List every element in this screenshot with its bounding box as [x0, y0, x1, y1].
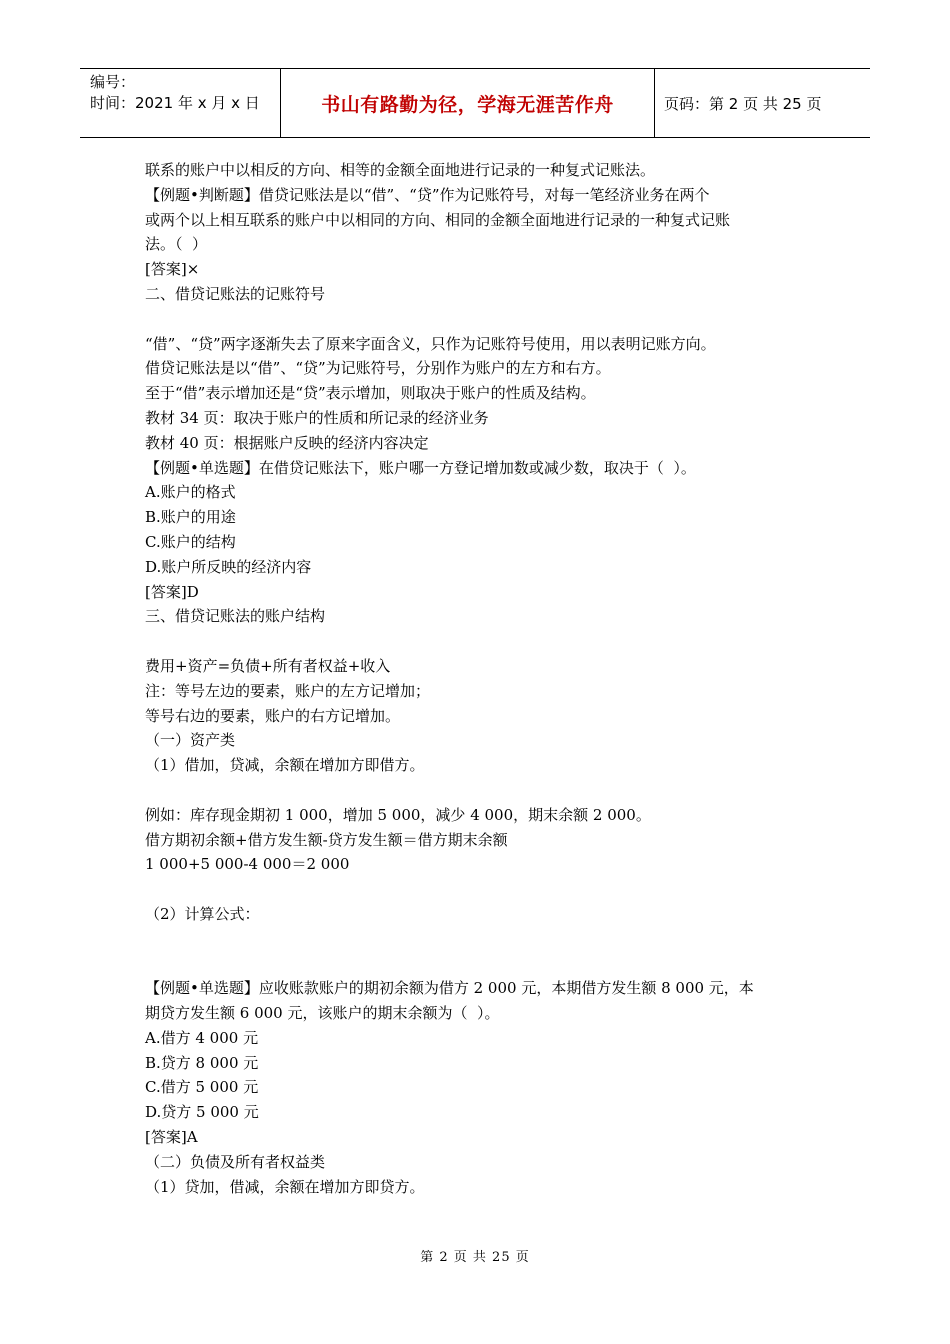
text-line: 等号右边的要素，账户的右方记增加。	[145, 706, 401, 725]
text-line: C.借方 5 000 元	[145, 1078, 259, 1097]
text-line	[145, 927, 815, 952]
text-line: D.账户所反映的经济内容	[145, 557, 312, 576]
document-number-label: 编号：	[90, 73, 136, 91]
text-line: （1）借加，贷减，余额在增加方即借方。	[145, 756, 425, 775]
text-line: 三、借贷记账法的账户结构	[145, 607, 326, 626]
text-line: 例如：库存现金期初 1 000，增加 5 000，减少 4 000，期末余额 2 000。	[145, 805, 651, 824]
text-line: 【例题•单选题】应收账款账户的期初余额为借方 2 000 元，本期借方发生额 8 000 元，本	[145, 979, 754, 998]
text-line: 费用+资产=负债+所有者权益+收入	[145, 656, 391, 675]
document-time-label: 时间：2021 年 x 月 x 日	[90, 94, 260, 112]
text-line: 联系的账户中以相反的方向、相等的金额全面地进行记录的一种复式记账法。	[145, 161, 656, 179]
document-body	[145, 158, 815, 1199]
text-line: （2）计算公式：	[145, 904, 260, 923]
header-meta	[80, 69, 281, 137]
page-header	[80, 68, 870, 138]
text-line	[145, 877, 815, 902]
text-line: 注：等号左边的要素，账户的左方记增加；	[145, 681, 431, 700]
page-footer: 第 2 页 共 25 页	[420, 1250, 530, 1265]
text-line: 教材 34 页：取决于账户的性质和所记录的经济业务	[145, 408, 489, 427]
text-line: [答案]D	[145, 582, 199, 601]
text-line: B.账户的用途	[145, 508, 236, 527]
text-line: 借贷记账法是以“借”、“贷”为记账符号，分别作为账户的左方和右方。	[145, 359, 611, 378]
text-line: B.贷方 8 000 元	[145, 1053, 259, 1072]
text-line: 或两个以上相互联系的账户中以相同的方向、相同的金额全面地进行记录的一种复式记账	[145, 210, 731, 229]
text-line: （1）贷加，借减，余额在增加方即贷方。	[145, 1177, 425, 1196]
text-line: 至于“借”表示增加还是“贷”表示增加，则取决于账户的性质及结构。	[145, 384, 596, 403]
text-line	[145, 952, 815, 977]
text-line: A.借方 4 000 元	[145, 1028, 259, 1047]
text-line: 法。（ ）	[145, 235, 208, 254]
text-line: 教材 40 页：根据账户反映的经济内容决定	[145, 433, 429, 452]
header-page-info: 页码：第 2 页 共 25 页	[664, 94, 822, 113]
text-line: （一）资产类	[145, 731, 236, 750]
text-line: A.账户的格式	[145, 483, 236, 502]
text-line: 期贷方发生额 6 000 元，该账户的期末余额为（ ）。	[145, 1004, 500, 1023]
text-line: [答案]×	[145, 260, 200, 279]
text-line: （二）负债及所有者权益类	[145, 1152, 326, 1171]
text-line: D.贷方 5 000 元	[145, 1103, 259, 1122]
text-line: 【例题•判断题】借贷记账法是以“借”、“贷”作为记账符号，对每一笔经济业务在两个	[145, 185, 710, 204]
text-line: [答案]A	[145, 1128, 198, 1147]
text-line: “借”、“贷”两字逐渐失去了原来字面含义，只作为记账符号使用，用以表明记账方向。	[145, 334, 716, 353]
text-line: 【例题•单选题】在借贷记账法下，账户哪一方登记增加数或减少数，取决于（ ）。	[145, 458, 696, 477]
text-line: 二、借贷记账法的记账符号	[145, 284, 326, 303]
text-line	[145, 629, 815, 654]
text-line: 借方期初余额+借方发生额-贷方发生额＝借方期末余额	[145, 830, 508, 849]
text-line	[145, 307, 815, 332]
header-motto: 书山有路勤为径，学海无涯苦作舟	[281, 69, 655, 137]
text-line: C.账户的结构	[145, 532, 236, 551]
text-line	[145, 778, 815, 803]
text-line: 1 000+5 000-4 000＝2 000	[145, 855, 350, 874]
